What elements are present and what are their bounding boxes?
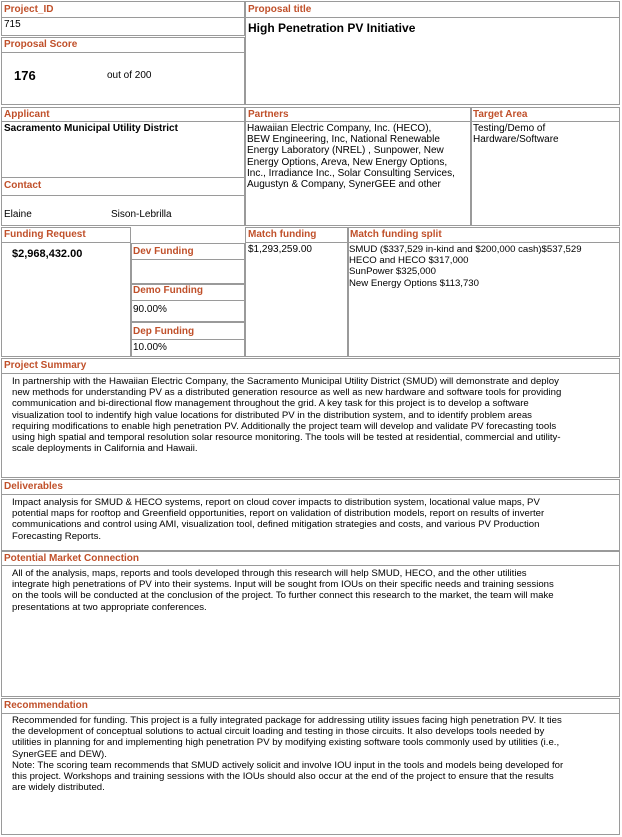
project-summary-label: Project Summary: [4, 360, 87, 371]
contact-last-name: Sison-Lebrilla: [111, 209, 172, 220]
project-id-value: 715: [4, 19, 21, 30]
funding-request-value: $2,968,432.00: [12, 248, 83, 260]
dep-funding-label: Dep Funding: [133, 326, 195, 337]
recommendation-text: Recommended for funding. This project is a fully integrated package for addressing utility issues facing high penetration PV. It ties the development of conceptual solutions to actual circuit loading and testing in those circuits. It also develops tools needed by utilities in planning for and implementing high penetration PV by modifying existing software tools commonly used by utilities (i.e., SynerGEE and DEW). Note: The scoring team recommends that SMUD actively solicit and involve IOU input in the tools and models being developed for this project. Workshops and training sessions with the IOUs should also occur at the end of the project to ensure that the results are widely distributed.: [12, 715, 564, 794]
project-summary-text: In partnership with the Hawaiian Electric Company, the Sacramento Municipal Utility District (SMUD) will demonstrate and deploy new methods for understanding PV as a distributed generation resource as well as new hardware and software tools for providing communication and bi-directional flow management throughout the grid. A key task for this project is to develop a software visualization tool to indentify high value locations for distributed PV in the distribution system, and to identify problem areas requiring modifications to enable high penetration PV. Additionally the project team will develop and validate PV forecasting tools using high spatial and temporal resolution solar resource monitoring. The tools will be tested at residential, commercial and utility- scale deployments in California and Hawaii.: [12, 376, 562, 455]
funding-request-label: Funding Request: [4, 229, 86, 240]
proposal-score-value: 176: [14, 68, 36, 83]
applicant-value: Sacramento Municipal Utility District: [4, 123, 178, 134]
funding-request-box: [1, 227, 131, 357]
market-connection-text: All of the analysis, maps, reports and tools developed through this research will help SMUD, HECO, and the other utilities integrate high penetrations of PV into their systems. Input will be sought from IOUs on their specific needs and training sessions on the tools will be conducted at the conclusion of the project. To further connect this research to the market, the team will make presentations at two appropriate conferences.: [12, 568, 554, 613]
project-id-label: Project_ID: [4, 4, 54, 15]
demo-funding-label: Demo Funding: [133, 285, 203, 296]
match-funding-value: $1,293,259.00: [248, 244, 312, 255]
recommendation-label: Recommendation: [4, 700, 88, 711]
partners-label: Partners: [248, 109, 289, 120]
dep-funding-value: 10.00%: [133, 342, 167, 353]
partners-value: Hawaiian Electric Company, Inc. (HECO), BEW Engineering, Inc, National Renewable Energy Laboratory (NREL) , Sunpower, New Energy Options, Areva, New Energy Options, Inc., Irradiance Inc., Solar Consulting Services, Augustyn & Company, SynerGEE and other: [247, 123, 455, 191]
match-split-value: SMUD ($337,529 in-kind and $200,000 cash)$537,529 HECO and HECO $317,000 SunPower $325,000 New Energy Options $113,730: [349, 244, 582, 289]
market-connection-label: Potential Market Connection: [4, 553, 140, 564]
proposal-score-label: Proposal Score: [4, 39, 78, 50]
demo-funding-value: 90.00%: [133, 304, 167, 315]
target-area-label: Target Area: [473, 109, 528, 120]
dev-funding-label: Dev Funding: [133, 246, 194, 257]
proposal-score-out-of: out of 200: [107, 70, 152, 81]
contact-label: Contact: [4, 180, 42, 191]
target-area-value: Testing/Demo of Hardware/Software: [473, 123, 559, 146]
deliverables-label: Deliverables: [4, 481, 63, 492]
proposal-title-label: Proposal title: [248, 4, 312, 15]
applicant-label: Applicant: [4, 109, 50, 120]
contact-first-name: Elaine: [4, 209, 32, 220]
deliverables-text: Impact analysis for SMUD & HECO systems, report on cloud cover impacts to distribution system, locational value maps, PV potential maps for rooftop and Greenfield opportunities, report on validation of distribution models, report on results of inverter communications and control using AMI, visualization tool, defined mitigation strategies and costs, and various PV Production Forecasting Reports.: [12, 497, 545, 542]
match-funding-label: Match funding: [248, 229, 317, 240]
proposal-title-value: High Penetration PV Initiative: [248, 21, 416, 35]
match-split-label: Match funding split: [350, 229, 442, 240]
